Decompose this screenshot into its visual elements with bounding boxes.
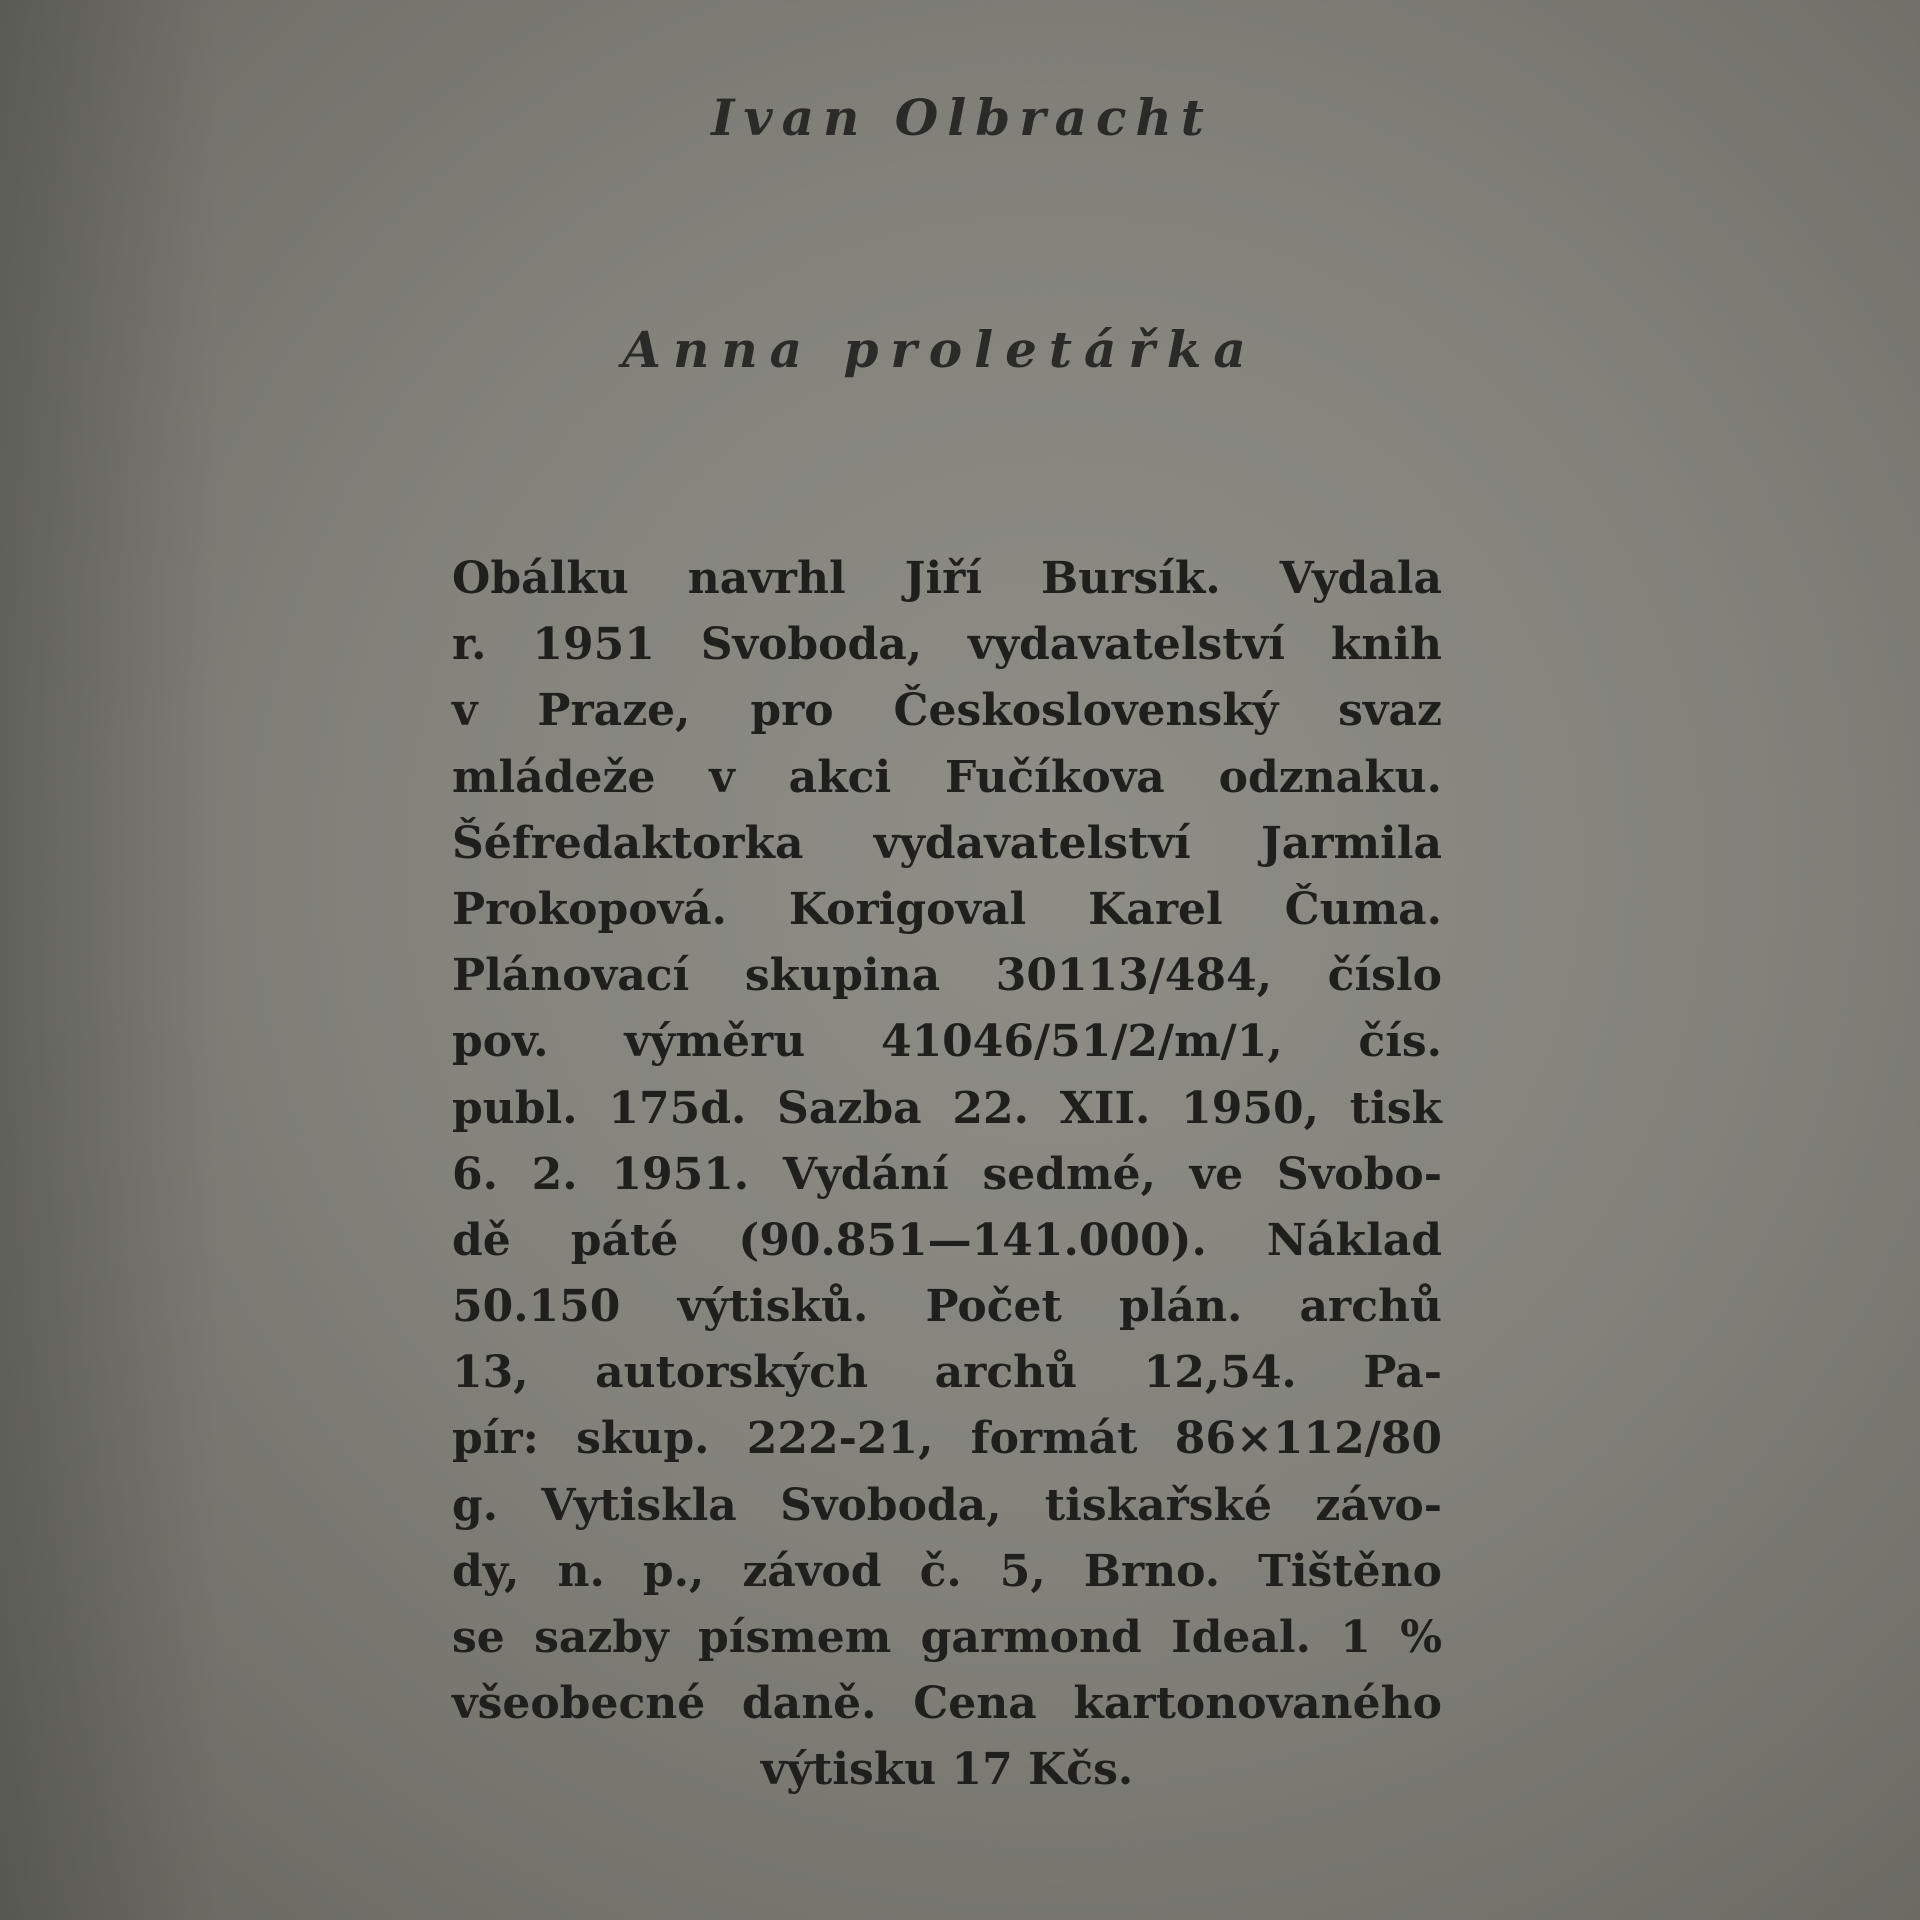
colophon-line: Šéfredaktorka vydavatelství Jarmila xyxy=(452,817,1442,869)
colophon-line: 50.150 výtisků. Počet plán. archů xyxy=(452,1281,1442,1333)
colophon-line: Prokopová. Korigoval Karel Čuma. xyxy=(452,883,1442,935)
page-shadow xyxy=(0,0,220,1920)
colophon-line: všeobecné daně. Cena kartonovaného xyxy=(452,1678,1442,1730)
colophon-line: r. 1951 Svoboda, vydavatelství knih xyxy=(452,619,1442,671)
colophon-line: pír: skup. 222-21, formát 86×112/80 xyxy=(452,1413,1442,1465)
author-name: Ivan Olbracht xyxy=(711,88,1213,147)
colophon-line: mládeže v akci Fučíkova odznaku. xyxy=(452,751,1442,803)
colophon-line: publ. 175d. Sazba 22. XII. 1950, tisk xyxy=(452,1082,1442,1134)
colophon-line: Obálku navrhl Jiří Bursík. Vydala xyxy=(452,553,1442,604)
book-title: Anna proletářka xyxy=(622,320,1258,379)
colophon-line: Plánovací skupina 30113/484, číslo xyxy=(452,950,1442,1002)
colophon-line: dy, n. p., závod č. 5, Brno. Tištěno xyxy=(452,1545,1442,1597)
colophon-line: 13, autorských archů 12,54. Pa- xyxy=(452,1347,1442,1399)
colophon-line: dě páté (90.851—141.000). Náklad xyxy=(452,1214,1442,1266)
colophon-line: pov. výměru 41046/51/2/m/1, čís. xyxy=(452,1016,1442,1068)
colophon-line: 6. 2. 1951. Vydání sedmé, ve Svobo- xyxy=(452,1148,1442,1200)
colophon-line: se sazby písmem garmond Ideal. 1 % xyxy=(452,1612,1442,1663)
colophon-line: výtisku 17 Kčs. xyxy=(760,1744,1134,1796)
colophon-line: g. Vytiskla Svoboda, tiskařské závo- xyxy=(452,1479,1442,1531)
colophon-block xyxy=(452,546,1442,1804)
colophon-line: v Praze, pro Československý svaz xyxy=(452,685,1442,737)
